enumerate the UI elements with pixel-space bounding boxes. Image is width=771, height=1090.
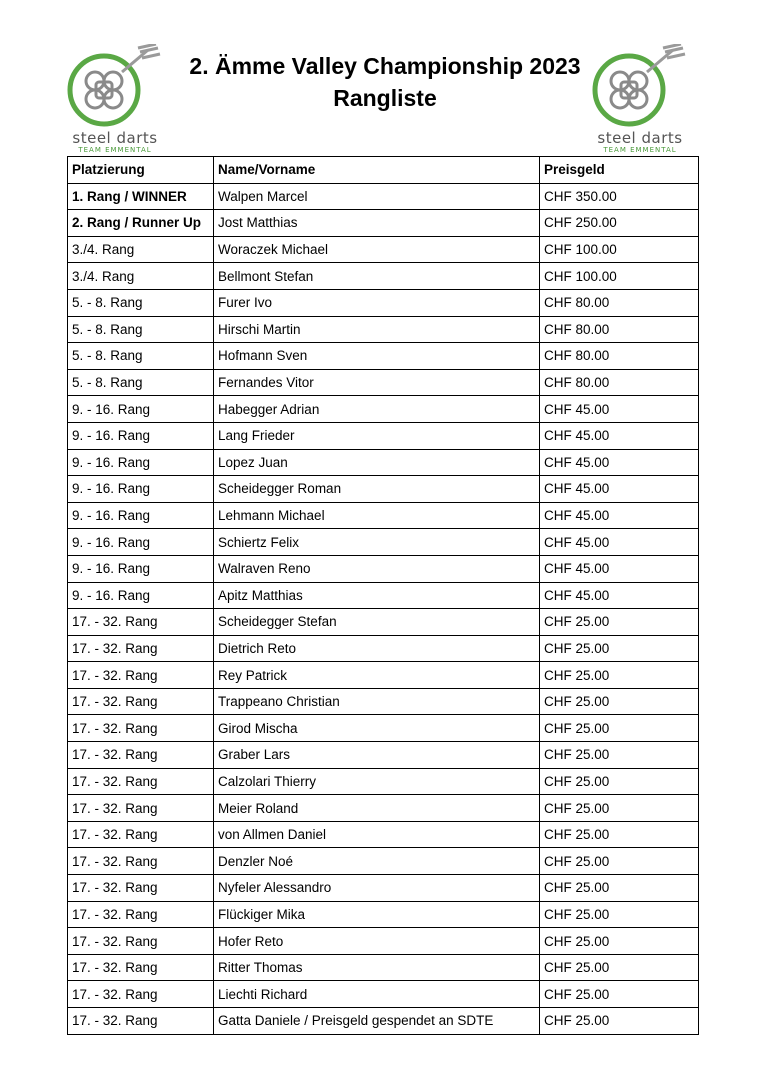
ranking-table — [67, 156, 699, 1035]
name-cell: von Allmen Daniel — [214, 821, 540, 848]
table-row — [68, 289, 699, 316]
table-row — [68, 609, 699, 636]
rank-cell: 5. - 8. Rang — [68, 316, 214, 343]
table-row — [68, 688, 699, 715]
name-cell: Scheidegger Stefan — [214, 609, 540, 636]
table-row — [68, 848, 699, 875]
prize-cell: CHF 25.00 — [540, 688, 699, 715]
column-header-name: Name/Vorname — [214, 157, 540, 184]
name-cell: Walpen Marcel — [214, 183, 540, 210]
table-row — [68, 928, 699, 955]
rank-cell: 17. - 32. Rang — [68, 795, 214, 822]
name-cell: Hirschi Martin — [214, 316, 540, 343]
prize-cell: CHF 45.00 — [540, 449, 699, 476]
name-cell: Habegger Adrian — [214, 396, 540, 423]
table-row — [68, 635, 699, 662]
name-cell: Apitz Matthias — [214, 582, 540, 609]
logo-brand-text: steel darts — [72, 129, 158, 147]
prize-cell: CHF 25.00 — [540, 715, 699, 742]
rank-cell: 9. - 16. Rang — [68, 582, 214, 609]
name-cell: Gatta Daniele / Preisgeld gespendet an SDTE — [214, 1008, 540, 1035]
name-cell: Girod Mischa — [214, 715, 540, 742]
name-cell: Ritter Thomas — [214, 954, 540, 981]
table-row — [68, 236, 699, 263]
name-cell: Trappeano Christian — [214, 688, 540, 715]
prize-cell: CHF 25.00 — [540, 954, 699, 981]
prize-cell: CHF 45.00 — [540, 476, 699, 503]
steel-darts-logo-left — [60, 44, 170, 156]
prize-cell: CHF 25.00 — [540, 875, 699, 902]
table-row — [68, 449, 699, 476]
name-cell: Scheidegger Roman — [214, 476, 540, 503]
rank-cell: 17. - 32. Rang — [68, 768, 214, 795]
name-cell: Hofer Reto — [214, 928, 540, 955]
rank-cell: 5. - 8. Rang — [68, 289, 214, 316]
name-cell: Graber Lars — [214, 742, 540, 769]
prize-cell: CHF 45.00 — [540, 529, 699, 556]
prize-cell: CHF 25.00 — [540, 662, 699, 689]
prize-cell: CHF 25.00 — [540, 848, 699, 875]
name-cell: Furer Ivo — [214, 289, 540, 316]
rank-cell: 9. - 16. Rang — [68, 502, 214, 529]
rank-cell: 17. - 32. Rang — [68, 688, 214, 715]
table-row — [68, 369, 699, 396]
prize-cell: CHF 25.00 — [540, 981, 699, 1008]
prize-cell: CHF 25.00 — [540, 768, 699, 795]
rank-cell: 17. - 32. Rang — [68, 742, 214, 769]
rank-cell: 17. - 32. Rang — [68, 875, 214, 902]
logo-sub-text: TEAM EMMENTAL — [78, 146, 152, 154]
prize-cell: CHF 45.00 — [540, 396, 699, 423]
table-row — [68, 821, 699, 848]
table-row — [68, 582, 699, 609]
rank-cell: 17. - 32. Rang — [68, 848, 214, 875]
name-cell: Hofmann Sven — [214, 343, 540, 370]
table-row — [68, 343, 699, 370]
table-row — [68, 981, 699, 1008]
document-header — [165, 50, 605, 114]
rank-cell: 9. - 16. Rang — [68, 396, 214, 423]
prize-cell: CHF 25.00 — [540, 635, 699, 662]
name-cell: Denzler Noé — [214, 848, 540, 875]
table-row — [68, 502, 699, 529]
prize-cell: CHF 80.00 — [540, 343, 699, 370]
name-cell: Bellmont Stefan — [214, 263, 540, 290]
prize-cell: CHF 100.00 — [540, 236, 699, 263]
table-row — [68, 422, 699, 449]
prize-cell: CHF 25.00 — [540, 928, 699, 955]
rank-cell: 17. - 32. Rang — [68, 901, 214, 928]
table-row — [68, 183, 699, 210]
table-row — [68, 529, 699, 556]
prize-cell: CHF 350.00 — [540, 183, 699, 210]
prize-cell: CHF 45.00 — [540, 555, 699, 582]
celtic-knot-dart-icon — [60, 44, 170, 129]
name-cell: Calzolari Thierry — [214, 768, 540, 795]
name-cell: Dietrich Reto — [214, 635, 540, 662]
table-row — [68, 768, 699, 795]
table-row — [68, 263, 699, 290]
rank-cell: 17. - 32. Rang — [68, 1008, 214, 1035]
prize-cell: CHF 25.00 — [540, 742, 699, 769]
prize-cell: CHF 80.00 — [540, 369, 699, 396]
rank-cell: 17. - 32. Rang — [68, 662, 214, 689]
prize-cell: CHF 250.00 — [540, 210, 699, 237]
name-cell: Rey Patrick — [214, 662, 540, 689]
table-row — [68, 1008, 699, 1035]
prize-cell: CHF 45.00 — [540, 582, 699, 609]
name-cell: Nyfeler Alessandro — [214, 875, 540, 902]
name-cell: Meier Roland — [214, 795, 540, 822]
page-title: 2. Ämme Valley Championship 2023 — [189, 53, 581, 79]
table-row — [68, 210, 699, 237]
prize-cell: CHF 45.00 — [540, 502, 699, 529]
table-row — [68, 742, 699, 769]
table-row — [68, 715, 699, 742]
prize-cell: CHF 25.00 — [540, 1008, 699, 1035]
rank-cell: 5. - 8. Rang — [68, 343, 214, 370]
prize-cell: CHF 25.00 — [540, 901, 699, 928]
table-row — [68, 316, 699, 343]
table-row — [68, 396, 699, 423]
table-header-row — [68, 157, 699, 184]
rank-cell: 3./4. Rang — [68, 263, 214, 290]
name-cell: Woraczek Michael — [214, 236, 540, 263]
table-row — [68, 555, 699, 582]
rank-cell: 9. - 16. Rang — [68, 555, 214, 582]
table-row — [68, 662, 699, 689]
name-cell: Liechti Richard — [214, 981, 540, 1008]
table-body — [68, 183, 699, 1034]
rank-cell: 17. - 32. Rang — [68, 821, 214, 848]
name-cell: Flückiger Mika — [214, 901, 540, 928]
prize-cell: CHF 80.00 — [540, 316, 699, 343]
prize-cell: CHF 100.00 — [540, 263, 699, 290]
table-row — [68, 901, 699, 928]
table-row — [68, 476, 699, 503]
rank-cell: 9. - 16. Rang — [68, 449, 214, 476]
rank-cell: 1. Rang / WINNER — [68, 183, 214, 210]
rank-cell: 5. - 8. Rang — [68, 369, 214, 396]
name-cell: Fernandes Vitor — [214, 369, 540, 396]
table-row — [68, 954, 699, 981]
rank-cell: 3./4. Rang — [68, 236, 214, 263]
rank-cell: 17. - 32. Rang — [68, 609, 214, 636]
rank-cell: 9. - 16. Rang — [68, 422, 214, 449]
rank-cell: 9. - 16. Rang — [68, 476, 214, 503]
prize-cell: CHF 45.00 — [540, 422, 699, 449]
rank-cell: 2. Rang / Runner Up — [68, 210, 214, 237]
name-cell: Lang Frieder — [214, 422, 540, 449]
rank-cell: 17. - 32. Rang — [68, 715, 214, 742]
rank-cell: 17. - 32. Rang — [68, 954, 214, 981]
rank-cell: 17. - 32. Rang — [68, 635, 214, 662]
logo-brand-text: steel darts — [597, 129, 683, 147]
rank-cell: 9. - 16. Rang — [68, 529, 214, 556]
name-cell: Jost Matthias — [214, 210, 540, 237]
table-row — [68, 875, 699, 902]
prize-cell: CHF 25.00 — [540, 821, 699, 848]
name-cell: Lehmann Michael — [214, 502, 540, 529]
rank-cell: 17. - 32. Rang — [68, 928, 214, 955]
prize-cell: CHF 25.00 — [540, 795, 699, 822]
name-cell: Lopez Juan — [214, 449, 540, 476]
page-subtitle: Rangliste — [333, 85, 437, 111]
prize-cell: CHF 80.00 — [540, 289, 699, 316]
name-cell: Walraven Reno — [214, 555, 540, 582]
column-header-prize: Preisgeld — [540, 157, 699, 184]
prize-cell: CHF 25.00 — [540, 609, 699, 636]
rank-cell: 17. - 32. Rang — [68, 981, 214, 1008]
column-header-rank: Platzierung — [68, 157, 214, 184]
logo-sub-text: TEAM EMMENTAL — [603, 146, 677, 154]
name-cell: Schiertz Felix — [214, 529, 540, 556]
table-row — [68, 795, 699, 822]
